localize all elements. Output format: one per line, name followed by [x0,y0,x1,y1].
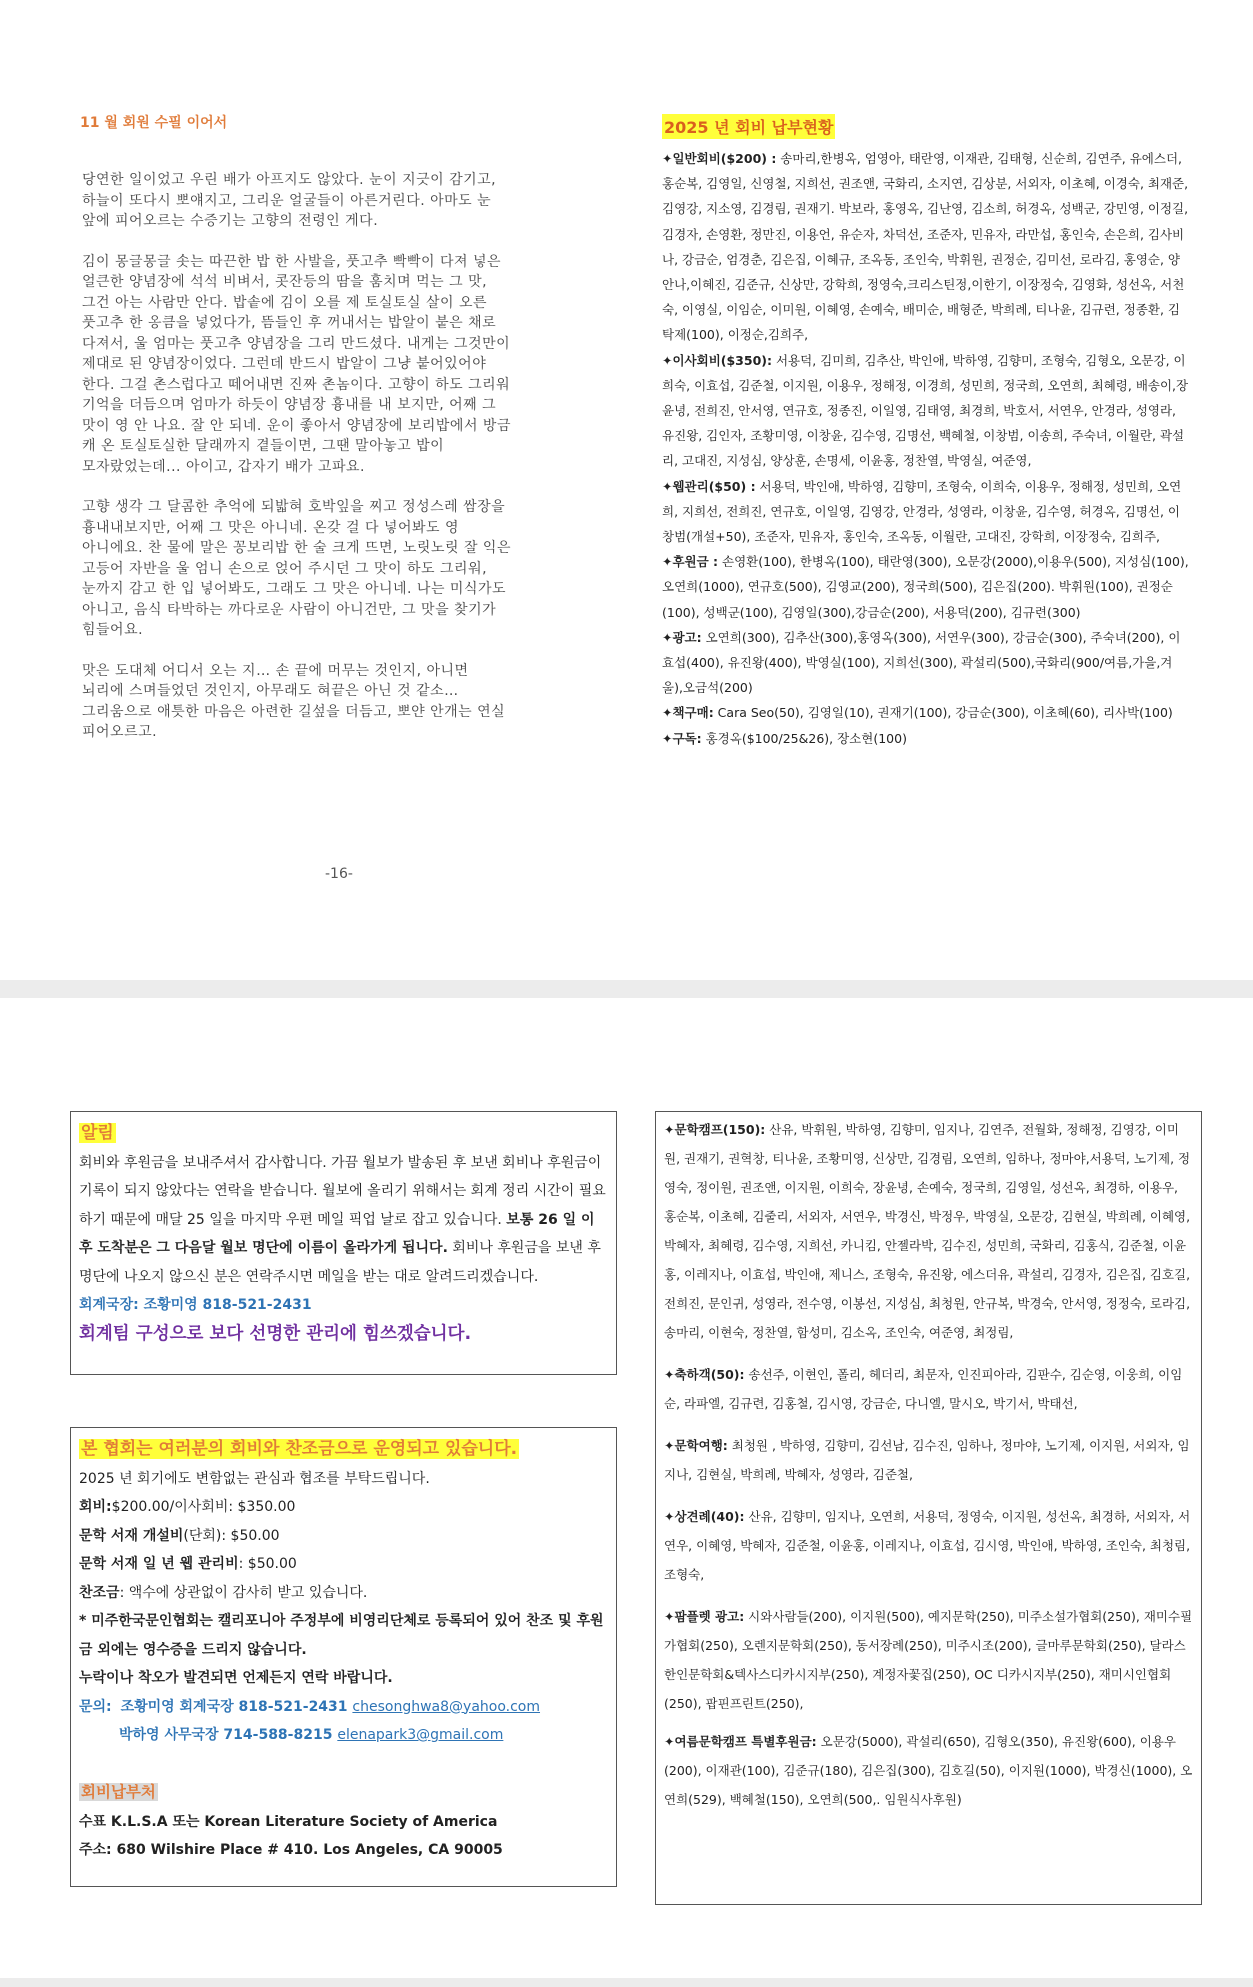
essay-body [82,170,607,763]
event-entry: ✦상견례(40): 산유, 김향미, 임지나, 오연희, 서용덕, 정영숙, 이지원, 성선옥, 최경하, 서외자, 서연우, 이혜영, 박혜자, 김준철, 이윤홍, 이레지나, 이효섭, 김시영, 박인애, 박하영, 조인숙, 최청림, 조형숙, [664,1509,1191,1582]
payment-title: 회비납부처 [81,1783,156,1801]
dues-entry: ✦웹관리($50) : 서용덕, 박인애, 박하영, 김향미, 조형숙, 이희숙, 이용우, 정해정, 성민희, 오연희, 지희선, 전희진, 연규호, 이일영, 김영강, 안경라, 성영라, 이창윤, 김수영, 허경옥, 김명선, 이창범(개설+50), 조준자, 민유자, 홍인숙, 조옥동, 이월란, 고대진, 강학희, 이장정숙, 김희주, [662,478,1182,545]
page-number: -16- [325,866,353,882]
email-link[interactable]: elenapark3@gmail.com [337,1727,504,1743]
event-entry: ✦여름문학캠프 특별후원금: 오문강(5000), 곽설리(650), 김형오(350), 유진왕(600), 이용우(200), 이재관(100), 김준규(180), 김은집(300), 김호길(50), 이지원(1000), 박경신(1000), 오연희(529), 백혜철(150), 오연희(500,. 임원식사후원) [664,1734,1193,1807]
payee: 수표 K.L.S.A 또는 Korean Literature Society of America [79,1813,498,1830]
event-entry: ✦문학캠프(150): 산유, 박휘원, 박하영, 김향미, 임지나, 김연주, 전월화, 정해정, 김영강, 이미원, 권재기, 권혁창, 티나윤, 조황미영, 신상만, 김경림, 오연희, 임하나, 정마야,서용덕, 노기제, 정영숙, 정이원, 권조앤, 이지원, 이희숙, 장윤녕, 손예숙, 정국희, 김영일, 성선옥, 최경하, 이용우, 홍순복, 이초혜, 김줄리, 서외자, 서연우, 박경신, 박정우, 박영실, 오문강, 김현실, 박희례, 이혜영, 박혜자, 최혜령, 김수영, 지희선, 카니킴, 안젤라박, 김수진, 성민희, 국화리, 김홍식, 김준철, 이윤홍, 이레지나, 이효섭, 박인애, 제니스, 조형숙, 유진왕, 에스더유, 곽설리, 김경자, 김은집, 김호길, 전희진, 문인귀, 성영라, 전수영, 이봉선, 지성심, 최청원, 안규복, 박경숙, 안서영, 정정숙, 로라김, 송마리, 이현숙, 정찬열, 함성미, 김소옥, 조인숙, 여준영, 최정림, [664,1122,1191,1340]
support-box: 본 협회는 여러분의 회비와 찬조금으로 운영되고 있습니다. 2025 년 회기에도 변함없는 관심과 협조를 부탁드립니다. 회비:$200.00/이사회비: $350.00 문학 서재 개설비(단회): $50.00 문학 서재 일 년 웹 관리비: $50.00 찬조금: 액수에 상관없이 감사히 받고 있습니다. * 미주한국문인협회는 캘리포니아 주정부에 비영리단체로 등록되어 있어 찬조 및 후원금 외에는 영수증을 드리지 않습니다. 누락이나 착오가 발견되면 언제든지 연락 바랍니다. 문의: 조황미영 회계국장 818-521-2431 chesonghwa8@yahoo.com 박하영 사무국장 714-588-8215 elenapark3@gmail.com 회비납부처 수표 K.L.S.A 또는 Korean Literature Society of America 주소: 680 Wilshire Place # 410. Los Angeles, CA 90005 [70,1427,617,1887]
notice-title: 알림 [81,1123,114,1143]
support-note: * 미주한국문인협회는 캘리포니아 주정부에 비영리단체로 등록되어 있어 찬조 및 후원금 외에는 영수증을 드리지 않습니다. [79,1613,604,1658]
event-entry: ✦축하객(50): 송선주, 이현인, 폴리, 헤더리, 최문자, 인진피아라, 김판수, 김순영, 이웅희, 이임순, 라파엘, 김규련, 김홍철, 김시영, 강금순, 다니엘, 말시오, 박기서, 박태선, [664,1367,1183,1411]
notice-box [70,1111,617,1375]
dues-entry: ✦책구매: Cara Seo(50), 김영일(10), 권재기(100), 강금순(300), 이초혜(60), 리사박(100) [662,705,1173,721]
dues-entry: ✦광고: 오연희(300), 김추산(300),홍영옥(300), 서연우(300), 강금순(300), 주숙녀(200), 이효섭(400), 유진왕(400), 박영실(100), 지희선(300), 곽설리(500),국화리(900/여름,가을,겨울),오금석(200) [662,629,1181,696]
events-box [655,1111,1202,1905]
page-17 [0,998,1253,1978]
address: 주소: 680 Wilshire Place # 410. Los Angeles, CA 90005 [79,1842,503,1858]
notice-contact: 회계국장: 조황미영 818-521-2431 [79,1297,312,1313]
dues-title: 2025 년 회비 납부현황 [662,114,835,139]
event-entry: ✦팜플렛 광고: 시와사람들(200), 이지원(500), 예지문학(250), 미주소설가협회(250), 재미수필가협회(250), 오렌지문학회(250), 동서장례(250), 미주시조(200), 글마루문학회(250), 달라스한인문학회&텍사스디카시지부(250), 계정자꽃집(250), OC 디카시지부(250), 재미시인협회(250), 팝핀프린트(250), [664,1609,1193,1711]
dues-entry: ✦일반회비($200) : 송마리,한병옥, 엄영아, 태란영, 이재관, 김태형, 신순희, 김연주, 유에스더, 홍순복, 김영일, 신영철, 지희선, 권조앤, 국화리, 소지연, 김상분, 서외자, 이초혜, 이경숙, 최재준, 김영강, 지소영, 김경림, 권재기. 박보라, 홍영옥, 김난영, 김소희, 허경옥, 성백군, 강민영, 이정길, 김경자, 손영환, 정만진, 이용언, 유순자, 차덕선, 조준자, 민유자, 라만섭, 홍인숙, 손은희, 김사비나, 강금순, 엄경춘, 김은집, 이혜규, 조옥동, 조인숙, 박휘원, 권정순, 김미선, 로라김, 홍영순, 양안나,이혜진, 김준규, 신상만, 강학희, 정영숙,크리스틴정,이한기, 이장정숙, 김영화, 성선옥, 서천숙, 이영실, 이임순, 이미원, 이혜영, 손예숙, 배미순, 배형준, 박희례, 티나윤, 김규련, 정종환, 김탁제(100), 이정순,김희주, [662,151,1189,343]
email-link[interactable]: chesonghwa8@yahoo.com [352,1698,541,1715]
event-entry: ✦문학여행: 최청원 , 박하영, 김향미, 김선남, 김수진, 임하나, 정마야, 노기제, 이지원, 서외자, 임지나, 김현실, 박희례, 박혜자, 성영라, 김준철, [664,1438,1190,1482]
notice-body: 회비와 후원금을 보내주셔서 감사합니다. 가끔 월보가 발송된 후 보낸 회비나 후원금이 기록이 되지 않았다는 연락을 받습니다. 월보에 올리기 위해서는 회계 정리 시간이 필요하기 때문에 매달 25 일을 마지막 우편 메일 픽업 날로 잡고 있습니다. 보통 26 일 이후 도착분은 그 다음달 월보 명단에 이름이 올라가게 됩니다. 회비나 후원금을 보낸 후 명단에 나오지 않으신 분은 연락주시면 메일을 받는 대로 알려드리겠습니다. [79,1154,606,1285]
support-note2: 누락이나 착오가 발견되면 언제든지 연락 바랍니다. [79,1670,393,1686]
page-16 [0,0,1253,980]
notice-closing: 회계팀 구성으로 보다 선명한 관리에 힘쓰겠습니다. [79,1323,472,1344]
support-line: 2025 년 회기에도 변함없는 관심과 협조를 부탁드립니다. [79,1470,430,1487]
inquiry-label: 문의: [79,1698,112,1715]
dues-entry: ✦후원금 : 손영환(100), 한병옥(100), 태란영(300), 오문강(2000),이용우(500), 지성심(100), 오연희(1000), 연규호(500), 김영교(200), 정국희(500), 김은집(200). 박휘원(100), 권정순(100), 성백군(100), 김영일(300),강금순(200), 서용덕(200), 김규련(300) [662,554,1189,620]
essay-paragraph: 고향 생각 그 달콤한 추억에 되밟혀 호박잎을 찌고 정성스레 쌈장을 흉내내보지만, 어째 그 맛은 아니네. 온갖 걸 다 넣어봐도 영 아니에요. 찬 물에 말은 꽁보리밥 한 술 크게 뜨면, 노릿노릿 잘 익은 고등어 자반을 울 엄니 손으로 얹어 주시던 그 맛이 하도 그리워, 눈까지 감고 한 입 넣어봐도, 그래도 그 맛은 아니네. 나는 미식가도 아니고, 음식 타박하는 까다로운 사람이 아니건만, 그 맛을 찾기가 힘들어요. [82,499,511,638]
essay-paragraph: 맛은 도대체 어디서 오는 지… 손 끝에 머무는 것인지, 아니면 뇌리에 스며들었던 것인지, 아무래도 혀끝은 아닌 것 같소… 그리움으로 애틋한 마음은 아련한 길섶을 더듬고, 뽀얀 안개는 연실 피어오르고. [82,662,506,740]
essay-heading: 11 월 회원 수필 이어서 [80,115,228,131]
support-title: 본 협회는 여러분의 회비와 찬조금으로 운영되고 있습니다. [81,1439,518,1459]
essay-paragraph: 김이 몽글몽글 솟는 따끈한 밥 한 사발을, 풋고추 빡빡이 다져 넣은 얼큰한 양념장에 석석 비벼서, 콧잔등의 땀을 훔치며 먹는 그 맛, 그건 아는 사람만 안다. 밥솥에 김이 오를 제 토실토실 살이 오른 풋고추 한 옹큼을 넣었다가, 뜸들인 후 꺼내서는 밥알이 붙은 채로 다져서, 울 엄마는 풋고추 양념장을 그리 만드셨다. 내게는 그것만이 제대로 된 양념장이었다. 그런데 반드시 밥알이 그냥 붙어있어야 한다. 그걸 촌스럽다고 떼어내면 진짜 촌놈이다. 고향이 하도 그리워 기억을 더듬으며 엄마가 하듯이 양념장 흉내를 내 보지만, 어째 그 맛이 영 안 나요. 잘 안 되네. 운이 좋아서 양념장에 보리밥에서 방금 캐 온 토실토실한 달래까지 곁들이면, 그땐 말아놓고 밥이 모자랐었는데... 아이고, 갑자기 배가 고파요. [82,253,511,475]
dues-list [662,146,1192,751]
dues-entry: ✦구독: 홍경옥($100/25&26), 장소현(100) [662,730,907,746]
dues-entry: ✦이사회비($350): 서용덕, 김미희, 김추산, 박인애, 박하영, 김향미, 조형숙, 김형오, 오문강, 이희숙, 이효섭, 김준철, 이지원, 이용우, 정해정, 이경희, 성민희, 정국희, 오연희, 최혜령, 배송이,장윤녕, 전희진, 안서영, 연규호, 정종진, 이일영, 김태영, 최경희, 박호서, 서연우, 안경라, 성영라, 유진왕, 김인자, 조황미영, 이창윤, 김수영, 김명선, 백혜철, 이창범, 이송희, 주숙녀, 이월란, 곽설리, 고대진, 지성심, 양상훈, 손명세, 이윤홍, 정찬열, 박영실, 여준영, [662,352,1189,469]
essay-paragraph: 당연한 일이었고 우린 배가 아프지도 않았다. 눈이 지긋이 감기고, 하늘이 또다시 뽀얘지고, 그리운 얼굴들이 아른거린다. 아마도 눈 앞에 피어오르는 수증기는 고향의 전령인 게다. [82,172,497,229]
